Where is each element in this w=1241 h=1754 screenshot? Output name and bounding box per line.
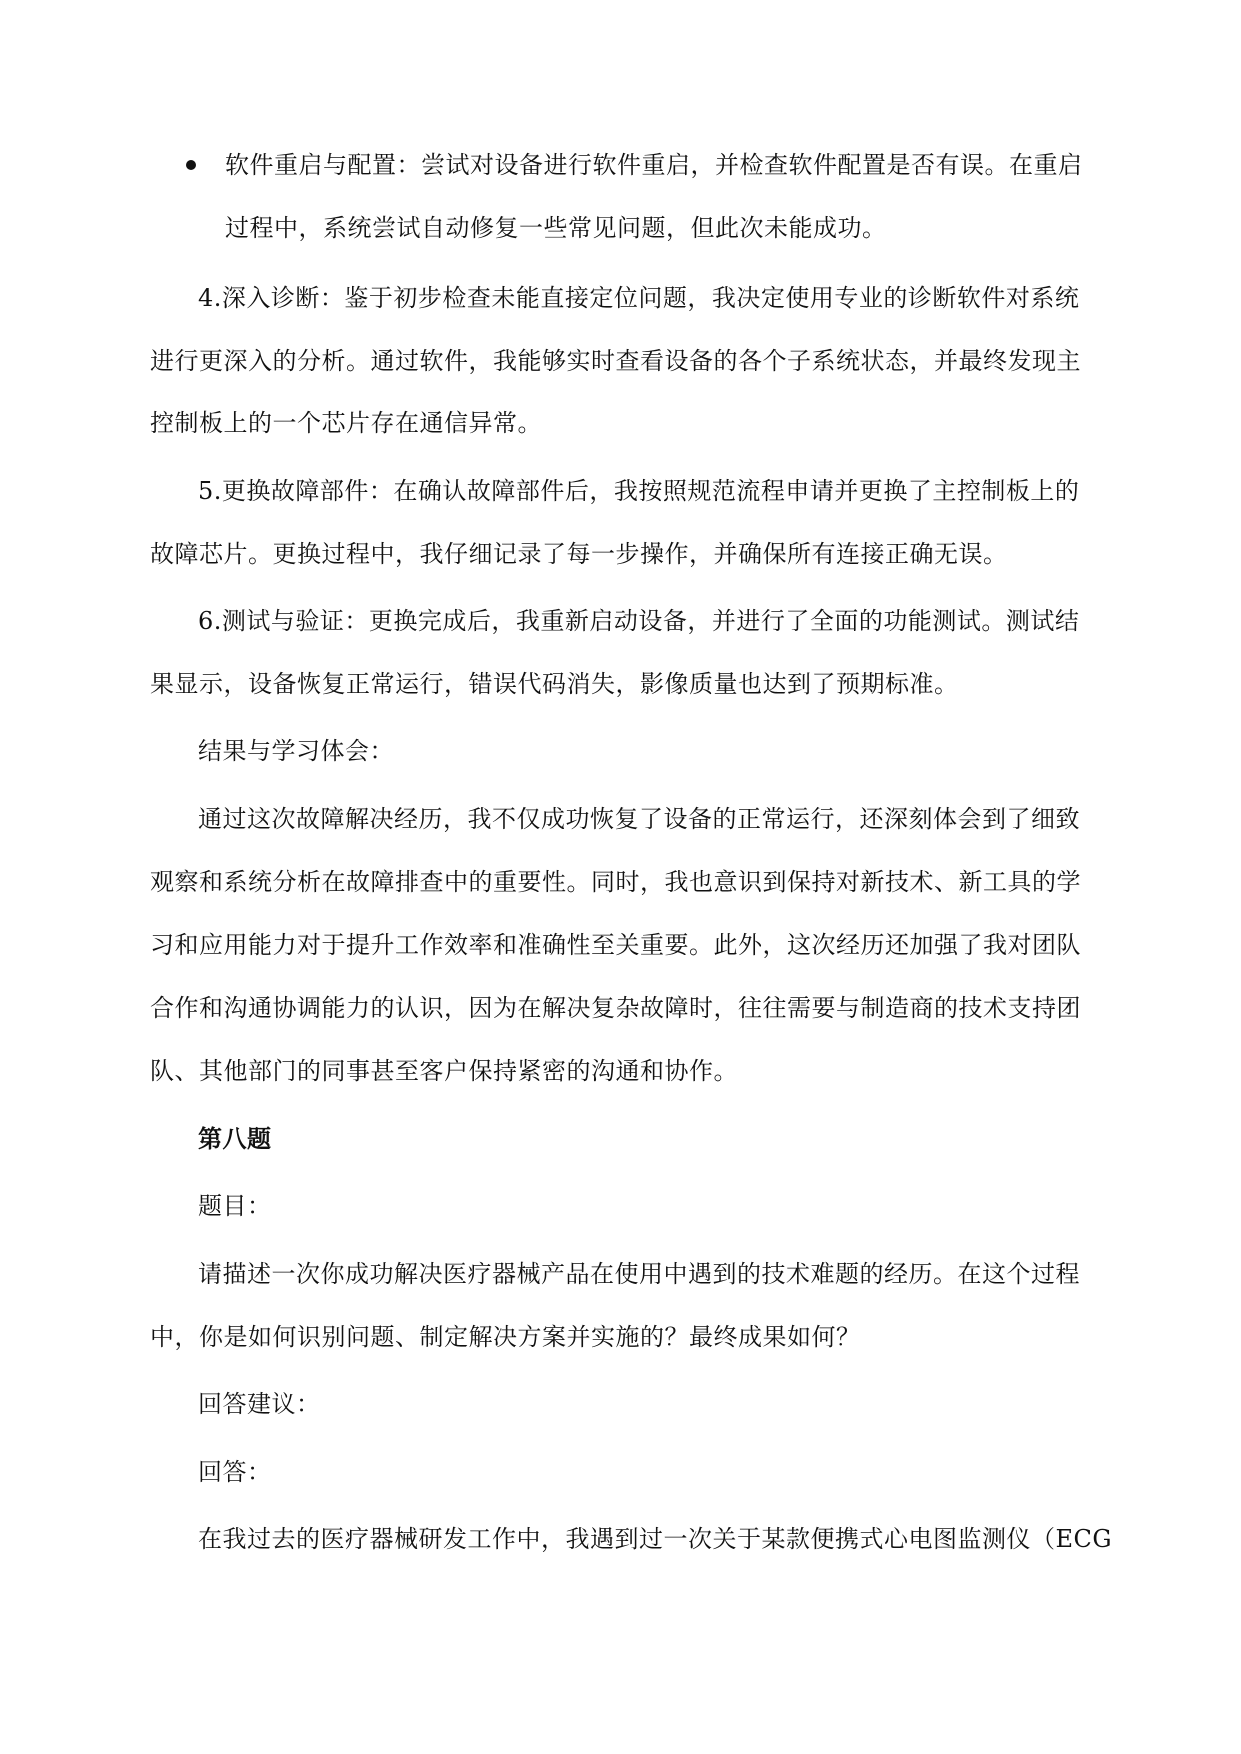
bullet-line-1: 软件重启与配置：尝试对设备进行软件重启，并检查软件配置是否有误。在重启	[225, 151, 1083, 179]
question-line-1: 请描述一次你成功解决医疗器械产品在使用中遇到的技术难题的经历。在这个过程	[198, 1260, 1080, 1288]
result-line-4: 合作和沟通协调能力的认识，因为在解决复杂故障时，往往需要与制造商的技术支持团	[150, 994, 1081, 1022]
result-line-3: 习和应用能力对于提升工作效率和准确性至关重要。此外，这次经历还加强了我对团队	[150, 931, 1081, 959]
advice-label: 回答建议：	[198, 1390, 321, 1418]
step6-line-2: 果显示，设备恢复正常运行，错误代码消失，影像质量也达到了预期标准。	[150, 670, 959, 698]
step6-line-1: 6.测试与验证：更换完成后，我重新启动设备，并进行了全面的功能测试。测试结	[198, 607, 1080, 635]
question-label: 题目：	[198, 1192, 272, 1220]
answer-line-1: 在我过去的医疗器械研发工作中，我遇到过一次关于某款便携式心电图监测仪（ECG	[198, 1525, 1113, 1553]
result-heading: 结果与学习体会：	[198, 737, 394, 765]
result-line-2: 观察和系统分析在故障排查中的重要性。同时，我也意识到保持对新技术、新工具的学	[150, 868, 1081, 896]
step5-line-2: 故障芯片。更换过程中，我仔细记录了每一步操作，并确保所有连接正确无误。	[150, 540, 1008, 568]
bullet-icon	[186, 160, 196, 170]
step5-line-1: 5.更换故障部件：在确认故障部件后，我按照规范流程申请并更换了主控制板上的	[198, 477, 1080, 505]
result-line-5: 队、其他部门的同事甚至客户保持紧密的沟通和协作。	[150, 1057, 738, 1085]
answer-label: 回答：	[198, 1458, 272, 1486]
step4-line-2: 进行更深入的分析。通过软件，我能够实时查看设备的各个子系统状态，并最终发现主	[150, 347, 1081, 375]
result-line-1: 通过这次故障解决经历，我不仅成功恢复了设备的正常运行，还深刻体会到了细致	[198, 805, 1080, 833]
step4-line-1: 4.深入诊断：鉴于初步检查未能直接定位问题，我决定使用专业的诊断软件对系统	[198, 284, 1080, 312]
section-title: 第八题	[198, 1124, 272, 1153]
bullet-line-2: 过程中，系统尝试自动修复一些常见问题，但此次未能成功。	[225, 214, 887, 242]
step4-line-3: 控制板上的一个芯片存在通信异常。	[150, 409, 542, 437]
question-line-2: 中，你是如何识别问题、制定解决方案并实施的？最终成果如何？	[150, 1323, 861, 1351]
